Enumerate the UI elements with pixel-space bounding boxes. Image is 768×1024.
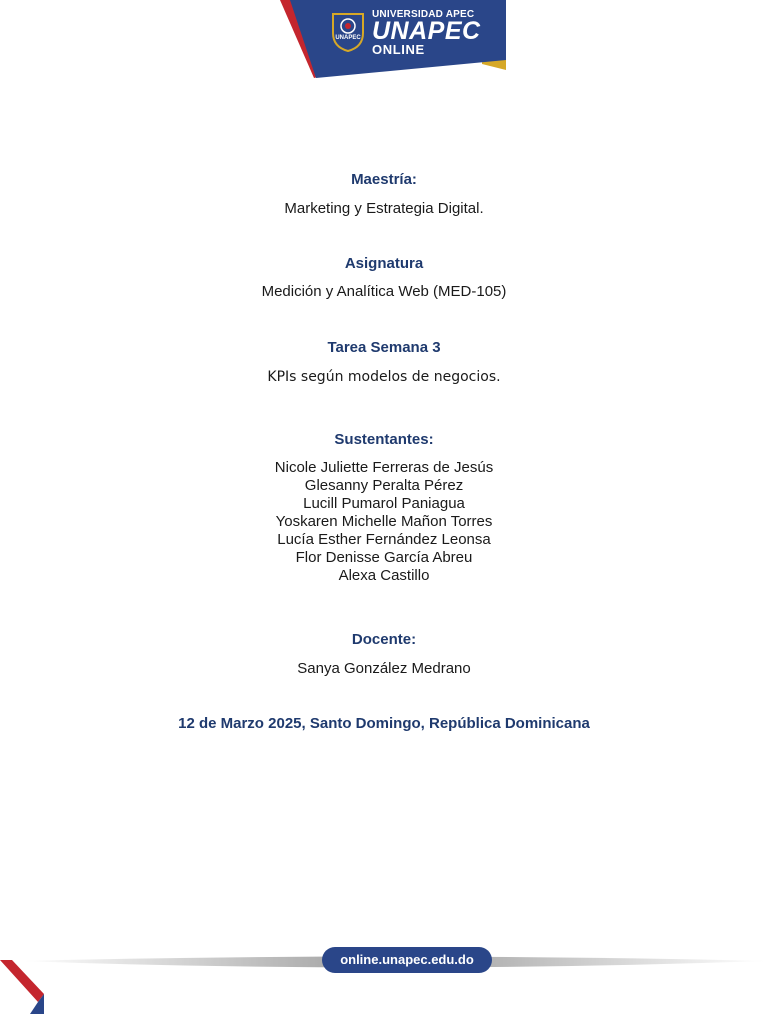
date-location: 12 de Marzo 2025, Santo Domingo, República Dominicana: [178, 715, 590, 732]
sustentante-name: Flor Denisse García Abreu: [295, 549, 473, 566]
logo-university-name: UNIVERSIDAD APEC: [372, 9, 475, 20]
logo-unapec: UNAPEC: [372, 17, 481, 45]
sustentante-name: Lucill Pumarol Paniagua: [303, 495, 465, 512]
footer-url-link[interactable]: online.unapec.edu.do: [322, 947, 492, 973]
sustentantes-list: [0, 459, 768, 585]
tarea-heading: Tarea Semana 3: [327, 339, 441, 356]
logo-online: ONLINE: [372, 42, 425, 57]
tarea-value: KPIs según modelos de negocios.: [267, 369, 501, 385]
sustentante-name: Alexa Castillo: [338, 567, 430, 584]
docente-value: Sanya González Medrano: [297, 660, 471, 677]
docente-heading: Docente:: [351, 631, 417, 648]
university-seal-icon: [330, 11, 366, 53]
sustentante-name: Glesanny Peralta Pérez: [304, 477, 464, 494]
sustentantes-heading: Sustentantes:: [334, 431, 434, 448]
maestria-heading: Maestría:: [351, 171, 417, 188]
sustentante-name: Lucía Esther Fernández Leonsa: [277, 531, 491, 548]
sustentante-name: Yoskaren Michelle Mañon Torres: [275, 513, 493, 530]
logo-wordmark: [372, 9, 481, 56]
corner-chevron-icon: [0, 956, 50, 1018]
seal-text: UNAPEC: [335, 35, 361, 41]
unapec-logo-banner: [278, 0, 508, 80]
maestria-value: Marketing y Estrategia Digital.: [284, 200, 484, 217]
asignatura-value: Medición y Analítica Web (MED-105): [261, 283, 507, 300]
asignatura-heading: Asignatura: [344, 255, 424, 272]
sustentante-name: Nicole Juliette Ferreras de Jesús: [274, 459, 494, 476]
